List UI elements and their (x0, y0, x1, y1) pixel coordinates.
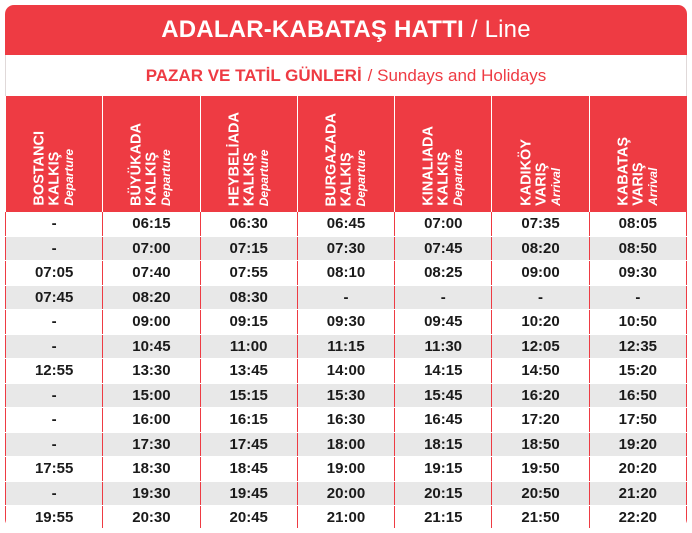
column-header (395, 96, 492, 212)
time-cell: 15:20 (589, 359, 686, 384)
time-cell: 17:45 (200, 432, 297, 457)
time-cell: 07:35 (492, 212, 589, 236)
schedule-body (6, 212, 687, 528)
timetable-title (5, 5, 687, 55)
direction-tr: KALKIŞ (241, 152, 258, 206)
time-cell: - (6, 383, 103, 408)
table-row (6, 481, 687, 506)
schedule-table (5, 96, 687, 528)
table-row (6, 285, 687, 310)
station-name: BÜYÜKADA (128, 123, 145, 206)
column-header (103, 96, 200, 212)
title-main: ADALAR-KABATAŞ HATTI (161, 16, 464, 43)
time-cell: 10:50 (589, 310, 686, 335)
time-cell: 14:00 (297, 359, 394, 384)
time-cell: 21:00 (297, 506, 394, 529)
time-cell: 15:00 (103, 383, 200, 408)
time-cell: 10:45 (103, 334, 200, 359)
subtitle-main: PAZAR VE TATİL GÜNLERİ (145, 65, 362, 85)
time-cell: 12:35 (589, 334, 686, 359)
column-header (492, 96, 589, 212)
time-cell: - (492, 285, 589, 310)
time-cell: 06:45 (297, 212, 394, 236)
direction-en: Arrival (646, 167, 661, 206)
column-header-text (32, 131, 75, 206)
direction-tr: VARIŞ (533, 162, 550, 206)
direction-en: Arrival (548, 167, 563, 206)
time-cell: 18:00 (297, 432, 394, 457)
direction-tr: KALKIŞ (435, 152, 452, 206)
time-cell: - (6, 334, 103, 359)
table-row (6, 212, 687, 236)
time-cell: 17:55 (6, 457, 103, 482)
title-sub: / Line (470, 16, 531, 43)
time-cell: 07:40 (103, 261, 200, 286)
time-cell: - (6, 236, 103, 261)
direction-en: Departure (451, 149, 466, 206)
time-cell: 12:55 (6, 359, 103, 384)
station-name: KABATAŞ (615, 137, 632, 206)
time-cell: 16:45 (395, 408, 492, 433)
time-cell: 10:20 (492, 310, 589, 335)
time-cell: 07:55 (200, 261, 297, 286)
time-cell: 15:45 (395, 383, 492, 408)
time-cell: 09:15 (200, 310, 297, 335)
time-cell: 12:05 (492, 334, 589, 359)
time-cell: 07:00 (103, 236, 200, 261)
time-cell: 18:45 (200, 457, 297, 482)
time-cell: 19:20 (589, 432, 686, 457)
column-header (200, 96, 297, 212)
time-cell: 08:20 (492, 236, 589, 261)
column-header (297, 96, 394, 212)
time-cell: 16:15 (200, 408, 297, 433)
column-header-label (617, 137, 660, 206)
time-cell: 19:45 (200, 481, 297, 506)
time-cell: 14:50 (492, 359, 589, 384)
column-header-text (617, 137, 660, 206)
time-cell: 19:15 (395, 457, 492, 482)
time-cell: 18:30 (103, 457, 200, 482)
table-row (6, 408, 687, 433)
table-row (6, 506, 687, 529)
time-cell: 07:30 (297, 236, 394, 261)
time-cell: 19:55 (6, 506, 103, 529)
time-cell: 20:30 (103, 506, 200, 529)
column-header-text (422, 126, 465, 206)
time-cell: 22:20 (589, 506, 686, 529)
time-cell: 09:00 (492, 261, 589, 286)
time-cell: - (395, 285, 492, 310)
column-header-label (324, 113, 367, 206)
station-name: BURGAZADA (323, 112, 340, 206)
station-name: KADIKÖY (518, 139, 535, 206)
time-cell: - (6, 432, 103, 457)
time-cell: 06:30 (200, 212, 297, 236)
column-header-text (519, 139, 562, 206)
column-header-text (227, 112, 270, 206)
time-cell: 08:10 (297, 261, 394, 286)
time-cell: 08:50 (589, 236, 686, 261)
time-cell: 19:50 (492, 457, 589, 482)
column-header-text (130, 123, 173, 206)
time-cell: 13:30 (103, 359, 200, 384)
time-cell: - (6, 481, 103, 506)
time-cell: 20:50 (492, 481, 589, 506)
table-row (6, 310, 687, 335)
station-name: BOSTANCI (31, 131, 48, 206)
time-cell: 17:20 (492, 408, 589, 433)
time-cell: 11:00 (200, 334, 297, 359)
direction-en: Departure (159, 149, 174, 206)
direction-tr: KALKIŞ (46, 152, 63, 206)
time-cell: 20:15 (395, 481, 492, 506)
time-cell: 06:15 (103, 212, 200, 236)
column-header (6, 96, 103, 212)
time-cell: - (297, 285, 394, 310)
table-row (6, 359, 687, 384)
time-cell: 18:15 (395, 432, 492, 457)
time-cell: - (589, 285, 686, 310)
time-cell: 21:20 (589, 481, 686, 506)
timetable-subtitle (5, 55, 687, 96)
time-cell: 15:15 (200, 383, 297, 408)
time-cell: - (6, 310, 103, 335)
time-cell: 07:00 (395, 212, 492, 236)
time-cell: 09:30 (297, 310, 394, 335)
direction-tr: KALKIŞ (144, 152, 161, 206)
time-cell: 07:45 (6, 285, 103, 310)
time-cell: - (6, 212, 103, 236)
time-cell: 07:45 (395, 236, 492, 261)
column-header-label (130, 123, 173, 206)
time-cell: 16:20 (492, 383, 589, 408)
table-row (6, 432, 687, 457)
column-header-label (32, 131, 75, 206)
header-row (6, 96, 687, 212)
time-cell: 14:15 (395, 359, 492, 384)
column-header (589, 96, 686, 212)
time-cell: 21:15 (395, 506, 492, 529)
time-cell: 19:30 (103, 481, 200, 506)
direction-tr: VARIŞ (630, 162, 647, 206)
timetable-card (5, 5, 687, 528)
time-cell: 08:05 (589, 212, 686, 236)
table-row (6, 261, 687, 286)
column-header-text (324, 113, 367, 206)
time-cell: 09:00 (103, 310, 200, 335)
table-row (6, 236, 687, 261)
time-cell: 13:45 (200, 359, 297, 384)
time-cell: 16:50 (589, 383, 686, 408)
time-cell: - (6, 408, 103, 433)
time-cell: 08:25 (395, 261, 492, 286)
time-cell: 20:45 (200, 506, 297, 529)
time-cell: 08:30 (200, 285, 297, 310)
direction-en: Departure (353, 149, 368, 206)
time-cell: 11:30 (395, 334, 492, 359)
column-header-label (422, 126, 465, 206)
table-row (6, 383, 687, 408)
time-cell: 16:30 (297, 408, 394, 433)
subtitle-sub: / Sundays and Holidays (367, 65, 547, 85)
direction-en: Departure (256, 149, 271, 206)
table-row (6, 334, 687, 359)
time-cell: 17:50 (589, 408, 686, 433)
time-cell: 20:00 (297, 481, 394, 506)
time-cell: 07:05 (6, 261, 103, 286)
time-cell: 09:30 (589, 261, 686, 286)
direction-tr: KALKIŞ (338, 152, 355, 206)
time-cell: 21:50 (492, 506, 589, 529)
time-cell: 16:00 (103, 408, 200, 433)
time-cell: 11:15 (297, 334, 394, 359)
table-row (6, 457, 687, 482)
column-header-label (519, 139, 562, 206)
direction-en: Departure (61, 149, 76, 206)
time-cell: 20:20 (589, 457, 686, 482)
time-cell: 15:30 (297, 383, 394, 408)
time-cell: 07:15 (200, 236, 297, 261)
time-cell: 18:50 (492, 432, 589, 457)
time-cell: 17:30 (103, 432, 200, 457)
column-header-label (227, 112, 270, 206)
time-cell: 19:00 (297, 457, 394, 482)
station-name: KINALIADA (420, 126, 437, 206)
time-cell: 08:20 (103, 285, 200, 310)
time-cell: 09:45 (395, 310, 492, 335)
station-name: HEYBELİADA (226, 111, 243, 206)
